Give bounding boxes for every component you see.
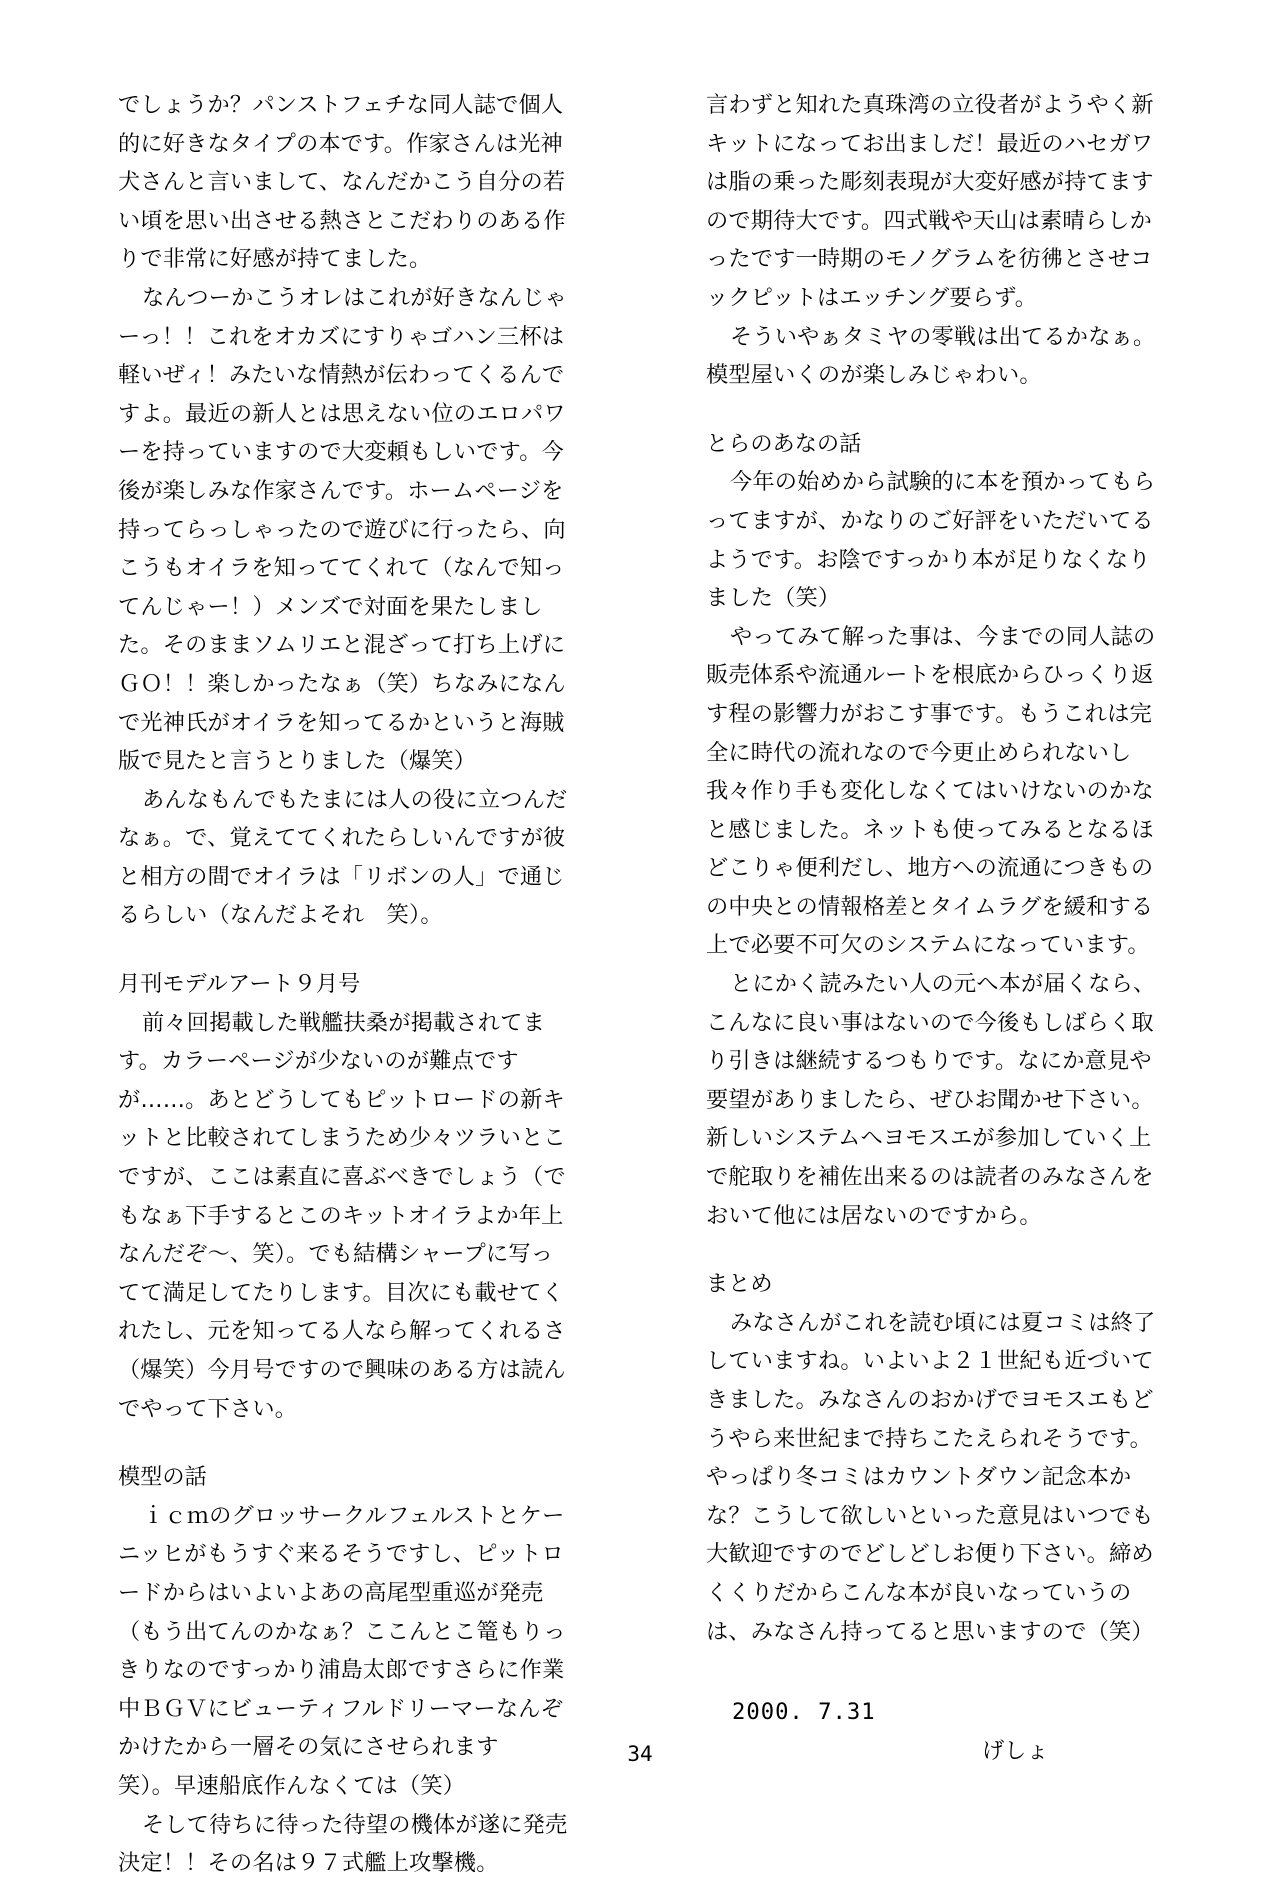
left-column [118, 86, 574, 1877]
section-heading-model-art: 月刊モデルアート９月号 [118, 971, 361, 998]
signature-spacer [706, 1651, 1162, 1693]
section-heading-toranoana: とらのあなの話 [706, 430, 862, 457]
paragraph: そういやぁタミヤの零戦は出てるかなぁ。模型屋いくのが楽しみじゃわい。 [706, 323, 1156, 389]
section-heading-model-talk: 模型の話 [118, 1464, 207, 1491]
signature-line: げしょ [982, 1737, 1049, 1764]
paragraph: そして待ちに待った待望の機体が遂に発売決定！！その名は９７式艦上攻撃機。 [118, 1811, 568, 1877]
paragraph: 前々回掲載した戦艦扶桑が掲載されてます。カラーページが少ないのが難点ですが……。あとどうしてもピットロードの新キットと比較されてしまうため少々ツラいとこですが、ここは素直に喜ぶべきでしょう（でもなぁ下手するとこのキットオイラよか年上なんだぞ〜、笑）。でも結構シャープに写ってて満足してたりします。目次にも載せてくれたし、元を知ってる人なら解ってくれるさ（爆笑）今月号ですので興味のある方は読んでやって下さい。 [118, 1009, 566, 1422]
section-spacer [118, 935, 574, 965]
section-spacer [706, 1235, 1162, 1265]
paragraph: なんつーかこうオレはこれが好きなんじゃーっ！！これをオカズにすりゃゴハン三杯は軽いぜィ！みたいな情熱が伝わってくるんですよ。最近の新人とは思えない位のエロパワーを持っていますので大変頼もしいです。今後が楽しみな作家さんです。ホームページを持ってらっしゃったので遊びに行ったら、向こうもオイラを知っててくれて（なんで知ってんじゃー！）メンズで対面を果たしました。そのままソムリエと混ざって打ち上げにＧＯ！！楽しかったなぁ（笑）ちなみになんで光神氏がオイラを知ってるかというと海賊版で見たと言うとりました（爆笑） [118, 284, 567, 775]
paragraph: 今年の始めから試験的に本を預かってもらってますが、かなりのご好評をいただいてるようです。お陰ですっかり本が足りなくなりました（笑） [706, 469, 1156, 612]
paragraph: やってみて解った事は、今までの同人誌の販売体系や流通ルートを根底からひっくり返す程の影響力がおこす事です。もうこれは完全に時代の流れなので今更止められないし我々作り手も変化しなくてはいけないのかなと感じました。ネットも使ってみるとなるほどこりゃ便利だし、地方への流通につきものの中央との情報格差とタイムラグを緩和する上で必要不可欠のシステムになっています。 [706, 623, 1156, 959]
section-spacer [118, 1428, 574, 1458]
paragraph: ｉｃｍのグロッサークルフェルストとケーニッヒがもうすぐ来るそうですし、ピットロードからはいよいよあの高尾型重巡が発売（もう出てんのかなぁ？ここんとこ篭もりっきりなのですっかり浦島太郎ですさらに作業中ＢＧＶにビューティフルドリーマーなんぞかけたから一層その気にさせられます 笑）。早速船底作んなくては（笑） [118, 1502, 566, 1799]
section-spacer [706, 395, 1162, 425]
paragraph: あんなもんでもたまには人の役に立つんだなぁ。で、覚えててくれたらしいんですが彼と相方の間でオイラは「リボンの人」で通じるらしい（なんだよそれ 笑）。 [118, 786, 568, 929]
right-column [706, 86, 1162, 1764]
page-number: 34 [627, 1742, 653, 1766]
paragraph: 言わずと知れた真珠湾の立役者がようやく新キットになってお出ましだ！最近のハセガワは脂の乗った彫刻表現が大変好感が持てますので期待大です。四式戦や天山は素晴らしかったです一時期のモノグラムを彷彿とさせコックピットはエッチング要らず。 [706, 92, 1154, 311]
paragraph: とにかく読みたい人の元へ本が届くなら、こんなに良い事はないので今後もしばらく取り引きは継続するつもりです。なにか意見や要望がありましたら、ぜひお聞かせ下さい。新しいシステムへヨモスエが参加していく上で舵取りを補佐出来るのは読者のみなさんをおいて他には居ないのですから。 [706, 971, 1156, 1229]
date-line: 2000. 7.31 [732, 1699, 876, 1726]
section-heading-summary: まとめ [706, 1271, 773, 1298]
paragraph: でしょうか？パンストフェチな同人誌で個人的に好きなタイプの本です。作家さんは光神犬さんと言いまして、なんだかこう自分の若い頃を思い出させる熱さとこだわりのある作りで非常に好感が持てました。 [118, 92, 566, 273]
paragraph: みなさんがこれを読む頃には夏コミは終了していますね。いよいよ２１世紀も近づいてきました。みなさんのおかげでヨモスエもどうやら来世紀まで持ちこたえられそうです。やっぱり冬コミはカウントダウン記念本かな？こうして欲しいといった意見はいつでも大歓迎ですのでどしどしお便り下さい。締めくくりだからこんな本が良いなっていうのは、みなさん持ってると思いますので（笑） [706, 1309, 1156, 1645]
